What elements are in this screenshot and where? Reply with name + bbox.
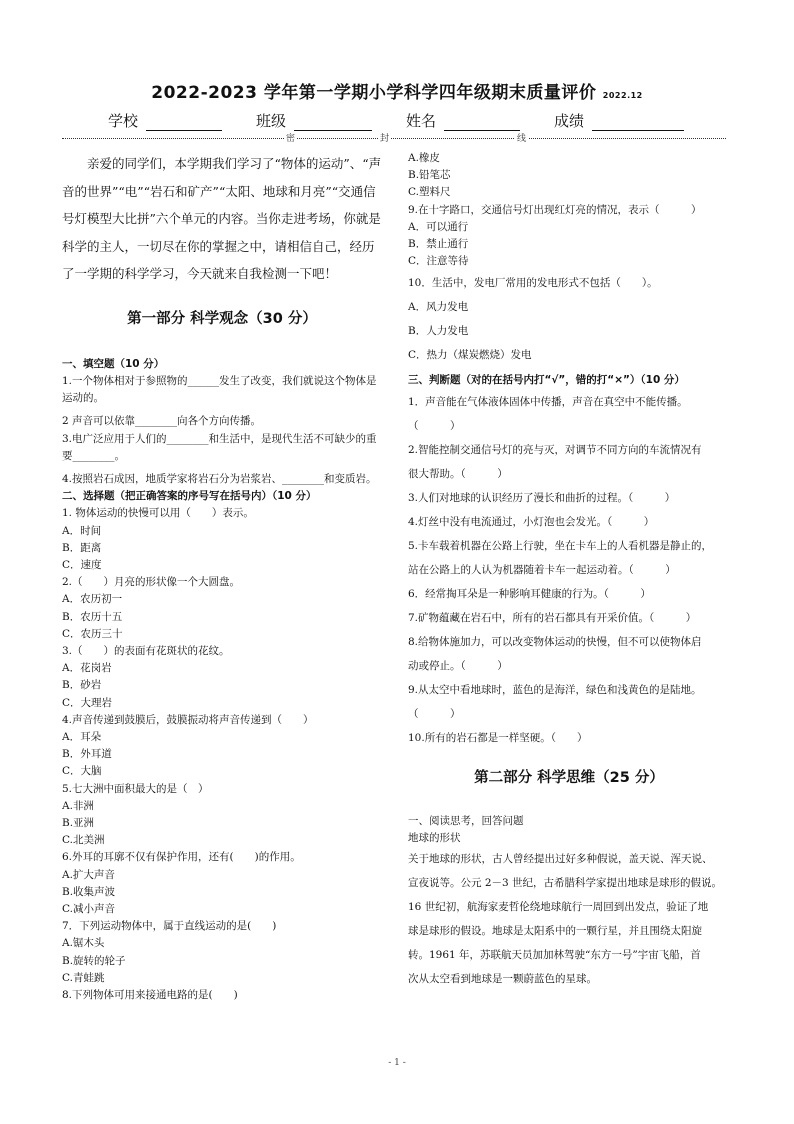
name-field[interactable] [406, 110, 520, 131]
choice-line: A.非洲 [62, 799, 94, 812]
judge-line: 9.从太空中看地球时，蓝色的是海洋，绿色和浅黄色的是陆地。 [408, 683, 702, 696]
score-blank[interactable] [592, 114, 684, 131]
choice-line: C．速度 [62, 558, 102, 571]
judge-line: 动或停止。（ ） [408, 659, 508, 672]
reading-line: 转。1961 年，苏联航天员加加林驾驶“东方一号”宇宙飞船，首 [408, 949, 701, 962]
choice-line: B.亚洲 [62, 816, 95, 829]
judge-line: 很大帮助。（ ） [408, 467, 508, 480]
left-column [62, 150, 382, 1004]
choice-line: A.橡皮 [408, 152, 440, 164]
choice-line: 1. 物体运动的快慢可以用（ ）表示。 [62, 507, 254, 520]
fill-heading: 一、填空题（10 分） [62, 357, 165, 370]
choice-line: B．禁止通行 [408, 238, 469, 251]
class-blank[interactable] [294, 114, 372, 131]
choice-line: B.旋转的轮子 [62, 954, 126, 967]
fill-q3: 3.电广泛应用于人们的________和生活中，是现代生活不可缺少的重要________。 [62, 432, 377, 462]
choice-q10 [408, 271, 730, 367]
choice-line: C．大理岩 [62, 696, 113, 709]
judge-line: 1．声音能在气体液体固体中传播，声音在真空中不能传播。 [408, 395, 688, 408]
choice-line: A．耳朵 [62, 730, 102, 743]
choice-line: C．大脑 [62, 765, 102, 778]
choice-line: A．可以通行 [408, 220, 469, 233]
reading-line: 关于地球的形状，古人曾经提出过好多种假说，盖天说、浑天说、 [408, 853, 713, 866]
judge-line: 5.卡车载着机器在公路上行驶，坐在卡车上的人看机器是静止的， [408, 539, 713, 552]
choice-line: B．农历十五 [62, 610, 123, 623]
reading-line: 16 世纪初，航海家麦哲伦绕地球航行一周回到出发点，验证了地 [408, 901, 709, 914]
reading-passage [408, 847, 730, 991]
choice-list [62, 505, 382, 1004]
school-label: 学校 [108, 112, 139, 130]
name-label: 姓名 [406, 112, 437, 130]
choice-line: B．外耳道 [62, 748, 112, 761]
choice-line: C．农历三十 [62, 627, 123, 640]
judge-line: 4.灯丝中没有电流通过，小灯泡也会发光。（ ） [408, 515, 655, 528]
judge-line: 2.智能控制交通信号灯的亮与灭，对调节不同方向的车流情况有 [408, 443, 702, 456]
choice-line: A．农历初一 [62, 593, 123, 606]
choice-line: C.北美洲 [62, 834, 105, 847]
reading-line: 次从太空看到地球是一颗蔚蓝色的星球。 [408, 973, 597, 986]
choice-line: 5.七大洲中面积最大的是（ ） [62, 782, 209, 795]
reading-line: 球是球形的假设。地球是太阳系中的一颗行星，并且围绕太阳旋 [408, 925, 702, 938]
judge-line: 7.矿物蕴藏在岩石中，所有的岩石都具有开采价值。（ ） [408, 611, 697, 624]
q10-option-c: C．热力（煤炭燃烧）发电 [408, 349, 532, 362]
choice-line: 2.（ ）月亮的形状像一个大圆盘。 [62, 576, 241, 589]
class-label: 班级 [256, 112, 287, 130]
judge-list [408, 390, 730, 750]
choice-line: B.铅笔芯 [408, 169, 451, 182]
reading-line: 宣夜说等。公元 2－3 世纪，古希腊科学家提出地球是球形的假说。 [408, 877, 723, 890]
score-field[interactable] [554, 110, 684, 131]
choice-line: C．注意等待 [408, 255, 469, 268]
fill-q2: 2 声音可以依靠________向各个方向传播。 [62, 415, 262, 428]
judge-line: 6．经常掏耳朵是一种影响耳健康的行为。（ ） [408, 587, 651, 600]
choice-line: B．砂岩 [62, 679, 102, 692]
judge-line: 3.人们对地球的认识经历了漫长和曲折的过程。（ ） [408, 491, 676, 504]
name-blank[interactable] [444, 114, 520, 131]
choice-continued [408, 150, 730, 270]
school-blank[interactable] [146, 114, 222, 131]
choice-line: 3.（ ）的表面有花斑状的花纹。 [62, 644, 230, 657]
part-two-title: 第二部分 科学思维（25 分） [474, 769, 664, 786]
q10-option-b: B．人力发电 [408, 325, 469, 338]
reading-subtitle: 地球的形状 [408, 832, 461, 845]
q10-option-a: A．风力发电 [408, 301, 469, 314]
choice-line: A.锯木头 [62, 937, 105, 950]
page-number: - 1 - [388, 1058, 406, 1068]
seal-char-1: 密 [284, 131, 297, 144]
student-info [108, 110, 728, 131]
title-text: 2022-2023 学年第一学期小学科学四年级期末质量评价 [151, 83, 597, 103]
choice-line: 7．下列运动物体中，属于直线运动的是( ) [62, 920, 277, 933]
choice-line: B.收集声波 [62, 885, 116, 898]
score-label: 成绩 [554, 112, 585, 130]
choice-line: A.扩大声音 [62, 868, 115, 881]
judge-line: 10.所有的岩石都是一样坚硬。（ ） [408, 731, 588, 744]
judge-line: （ ） [408, 707, 461, 720]
judge-heading: 三、判断题（对的在括号内打“√”，错的打“×”）（10 分） [408, 374, 685, 387]
judge-line: 8.给物体施加力，可以改变物体运动的快慢，但不可以使物体启 [408, 635, 702, 648]
judge-line: （ ） [408, 419, 461, 432]
choice-line: C.减小声音 [62, 903, 115, 915]
seal-char-2: 封 [378, 131, 391, 144]
choice-line: A．时间 [62, 524, 102, 537]
choice-line: 8.下列物体可用来接通电路的是( ) [62, 989, 238, 1002]
reading-heading: 一、阅读思考，回答问题 [408, 814, 524, 827]
choice-line: A．花岗岩 [62, 662, 112, 675]
title-date: 2022.12 [602, 91, 643, 100]
choice-line: 4.声音传递到鼓膜后，鼓膜振动将声音传递到（ ） [62, 713, 314, 726]
part-one-title: 第一部分 科学观念（30 分） [127, 310, 317, 327]
right-column [408, 150, 730, 991]
choice-heading: 二、选择题（把正确答案的序号写在括号内）（10 分） [62, 490, 317, 503]
choice-line: C.塑料尺 [408, 186, 451, 199]
class-field[interactable] [256, 110, 372, 131]
choice-line: B．距离 [62, 541, 102, 554]
school-field[interactable] [108, 110, 222, 131]
choice-line: 6.外耳的耳廓不仅有保护作用，还有( )的作用。 [62, 851, 301, 864]
exam-title [0, 78, 794, 103]
intro-paragraph: 亲爱的同学们，本学期我们学习了“物体的运动”、“声音的世界”“电”“岩石和矿产”“太阳、地球和月亮”“交通信号灯模型大比拼”六个单元的内容。当你走进考场，你就是科学的主人，一切尽在你的掌握之中，请相信自己，经历了一学期的科学学习，今天就来自我检测一下吧！ [62, 156, 382, 281]
fill-q1: 1.一个物体相对于参照物的______发生了改变，我们就说这个物体是运动的。 [62, 374, 377, 405]
judge-line: 站在公路上的人认为机器随着卡车一起运动着。（ ） [408, 563, 676, 576]
choice-line: 9.在十字路口，交通信号灯出现红灯亮的情况，表示（ ） [408, 203, 702, 216]
q10-stem: 10．生活中，发电厂常用的发电形式不包括（ ）。 [408, 277, 658, 290]
fill-q4: 4.按照岩石成因，地质学家将岩石分为岩浆岩、________和变质岩。 [62, 472, 377, 485]
seal-char-3: 线 [515, 131, 528, 144]
choice-line: C.青蛙跳 [62, 971, 105, 984]
